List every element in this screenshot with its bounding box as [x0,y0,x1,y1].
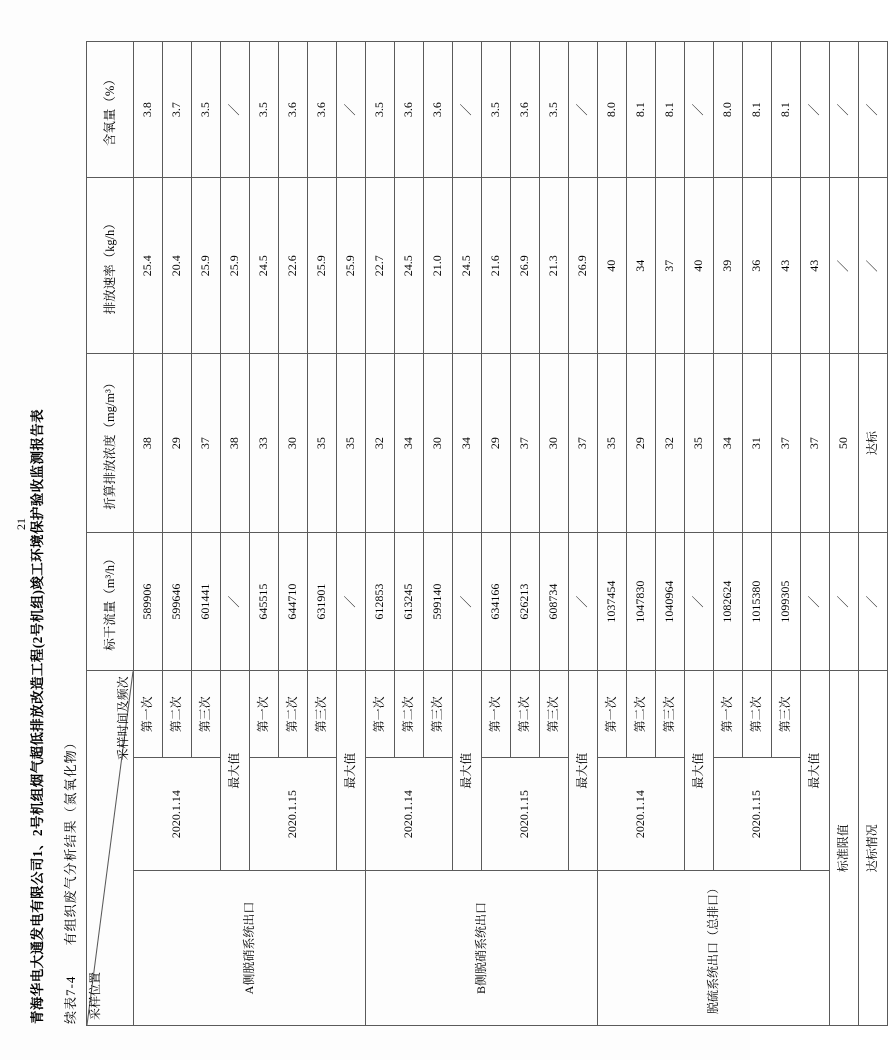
value-oxygen: ／ [569,42,598,178]
max-label: 最大值 [569,671,598,871]
value-oxygen: 3.6 [424,42,453,178]
value-concentration: 29 [627,354,656,532]
value-oxygen: 3.8 [134,42,163,178]
table-row [366,42,395,1026]
value-rate: 25.9 [221,178,250,354]
table-header [87,42,134,1026]
value-concentration: 37 [801,354,830,532]
value-oxygen: 3.6 [308,42,337,178]
value-concentration: 32 [366,354,395,532]
value-concentration: 35 [598,354,627,532]
header-rate: 排放速率（kg/h） [87,178,134,354]
value-rate: 40 [685,178,714,354]
table-body [134,42,888,1026]
header-concentration: 折算排放浓度（mg/m³） [87,354,134,532]
value-flow: ／ [337,532,366,671]
value-concentration: 38 [221,354,250,532]
table-label: 续表7-4 [63,975,78,1024]
header-oxygen: 含氧量（%） [87,42,134,178]
sample-frequency: 第一次 [134,671,163,758]
table-caption [60,30,79,1024]
value-rate: 26.9 [569,178,598,354]
value-rate: 25.4 [134,178,163,354]
sample-date: 2020.1.14 [366,758,453,871]
table-title: 有组织废气分析结果（氮氧化物） [63,735,78,946]
value-oxygen: 3.6 [511,42,540,178]
value-oxygen: 3.5 [250,42,279,178]
value-oxygen: 8.1 [627,42,656,178]
sample-frequency: 第二次 [743,671,772,758]
value-rate: 34 [627,178,656,354]
value-concentration: 29 [163,354,192,532]
value-flow: 1040964 [656,532,685,671]
sample-frequency: 第三次 [308,671,337,758]
value-rate: 24.5 [453,178,482,354]
value-oxygen: ／ [453,42,482,178]
header-sampling-position-label: 采样位置 [88,971,102,1020]
value-flow: 645515 [250,532,279,671]
value-flow: ／ [685,532,714,671]
sample-date: 2020.1.15 [714,758,801,871]
value-oxygen: ／ [685,42,714,178]
value-rate: 25.9 [192,178,221,354]
sample-frequency: 第一次 [366,671,395,758]
value-concentration: 35 [685,354,714,532]
table-row-compliance [859,42,888,1026]
max-label: 最大值 [453,671,482,871]
value-flow: 1015380 [743,532,772,671]
value-flow: 631901 [308,532,337,671]
value-oxygen: ／ [801,42,830,178]
sample-frequency: 第一次 [250,671,279,758]
value-flow: 599646 [163,532,192,671]
sample-date: 2020.1.14 [134,758,221,871]
value-flow: 1099305 [772,532,801,671]
value-flow: 1047830 [627,532,656,671]
value-flow: ／ [801,532,830,671]
value-rate: 22.7 [366,178,395,354]
value-rate: 26.9 [511,178,540,354]
value-oxygen: 8.0 [598,42,627,178]
sample-date: 2020.1.14 [598,758,685,871]
value-rate: 21.0 [424,178,453,354]
value-oxygen: 3.5 [482,42,511,178]
value-oxygen: 3.7 [163,42,192,178]
value-rate: 21.6 [482,178,511,354]
report-title: 青海华电大通发电有限公司1、2号机组烟气超低排放改造工程(2号机组)竣工环境保护验收监测报告表 [30,408,45,1024]
sample-frequency: 第二次 [511,671,540,758]
emissions-table [86,41,888,1026]
value-rate: ／ [830,178,859,354]
value-concentration: 30 [424,354,453,532]
value-flow: 644710 [279,532,308,671]
value-rate: 43 [772,178,801,354]
value-rate: 24.5 [250,178,279,354]
sample-frequency: 第二次 [279,671,308,758]
table-row [598,42,627,1026]
value-oxygen: 8.0 [714,42,743,178]
value-rate: 21.3 [540,178,569,354]
sample-frequency: 第二次 [627,671,656,758]
value-flow: 634166 [482,532,511,671]
value-oxygen: 3.5 [366,42,395,178]
value-flow: 599140 [424,532,453,671]
value-oxygen: 3.5 [192,42,221,178]
sample-frequency: 第三次 [540,671,569,758]
value-flow: ／ [859,532,888,671]
sample-frequency: 第三次 [192,671,221,758]
value-concentration: 31 [743,354,772,532]
sample-date: 2020.1.15 [482,758,569,871]
value-oxygen: 3.6 [279,42,308,178]
max-label: 最大值 [221,671,250,871]
max-label: 最大值 [801,671,830,871]
value-oxygen: 8.1 [743,42,772,178]
max-label: 最大值 [685,671,714,871]
value-concentration: 34 [453,354,482,532]
value-concentration: 34 [395,354,424,532]
value-oxygen: 3.5 [540,42,569,178]
value-concentration: 35 [337,354,366,532]
value-concentration: 37 [511,354,540,532]
value-flow: 589906 [134,532,163,671]
value-concentration: 37 [192,354,221,532]
value-rate: ／ [859,178,888,354]
sample-frequency: 第一次 [598,671,627,758]
value-rate: 24.5 [395,178,424,354]
value-rate: 43 [801,178,830,354]
value-concentration: 37 [569,354,598,532]
value-oxygen: 8.1 [656,42,685,178]
compliance-label: 达标情况 [859,671,888,1026]
sample-date: 2020.1.15 [250,758,337,871]
sample-frequency: 第一次 [482,671,511,758]
section-position-a: A侧脱硝系统出口 [134,871,366,1026]
section-position-total-outlet: 脱硫系统出口（总排口） [598,871,830,1026]
sample-frequency: 第三次 [656,671,685,758]
value-oxygen: ／ [337,42,366,178]
value-concentration: 34 [714,354,743,532]
value-flow: ／ [453,532,482,671]
section-position-b: B侧脱硝系统出口 [366,871,598,1026]
standard-limit-label: 标准限值 [830,671,859,1026]
value-rate: 20.4 [163,178,192,354]
value-concentration: 30 [279,354,308,532]
value-rate: 36 [743,178,772,354]
value-rate: 25.9 [308,178,337,354]
value-flow: 612853 [366,532,395,671]
value-oxygen: ／ [830,42,859,178]
header-corner-cell [87,671,134,1026]
value-concentration: 33 [250,354,279,532]
value-oxygen: ／ [221,42,250,178]
value-rate: 22.6 [279,178,308,354]
value-oxygen: 8.1 [772,42,801,178]
value-flow: 608734 [540,532,569,671]
table-header-row [87,42,134,1026]
value-rate: 39 [714,178,743,354]
value-concentration: 35 [308,354,337,532]
value-oxygen: ／ [859,42,888,178]
value-flow: 1082624 [714,532,743,671]
value-rate: 25.9 [337,178,366,354]
value-concentration: 29 [482,354,511,532]
table-row [134,42,163,1026]
sample-frequency: 第一次 [714,671,743,758]
page-number: 21 [14,518,28,530]
value-concentration: 50 [830,354,859,532]
sample-frequency: 第二次 [395,671,424,758]
value-concentration: 32 [656,354,685,532]
sample-frequency: 第三次 [772,671,801,758]
header-flow: 标干流量（m³/h） [87,532,134,671]
value-flow: 601441 [192,532,221,671]
value-concentration: 37 [772,354,801,532]
value-flow: 626213 [511,532,540,671]
table-row-standard-limit [830,42,859,1026]
value-rate: 40 [598,178,627,354]
value-flow: ／ [830,532,859,671]
value-concentration: 38 [134,354,163,532]
value-flow: 1037454 [598,532,627,671]
sample-frequency: 第三次 [424,671,453,758]
sample-frequency: 第二次 [163,671,192,758]
value-oxygen: 3.6 [395,42,424,178]
value-rate: 37 [656,178,685,354]
header-sampling-time-label: 采样时间及频次 [116,676,131,761]
value-concentration: 达标 [859,354,888,532]
value-flow: 613245 [395,532,424,671]
value-flow: ／ [569,532,598,671]
value-concentration: 30 [540,354,569,532]
max-label: 最大值 [337,671,366,871]
value-flow: ／ [221,532,250,671]
